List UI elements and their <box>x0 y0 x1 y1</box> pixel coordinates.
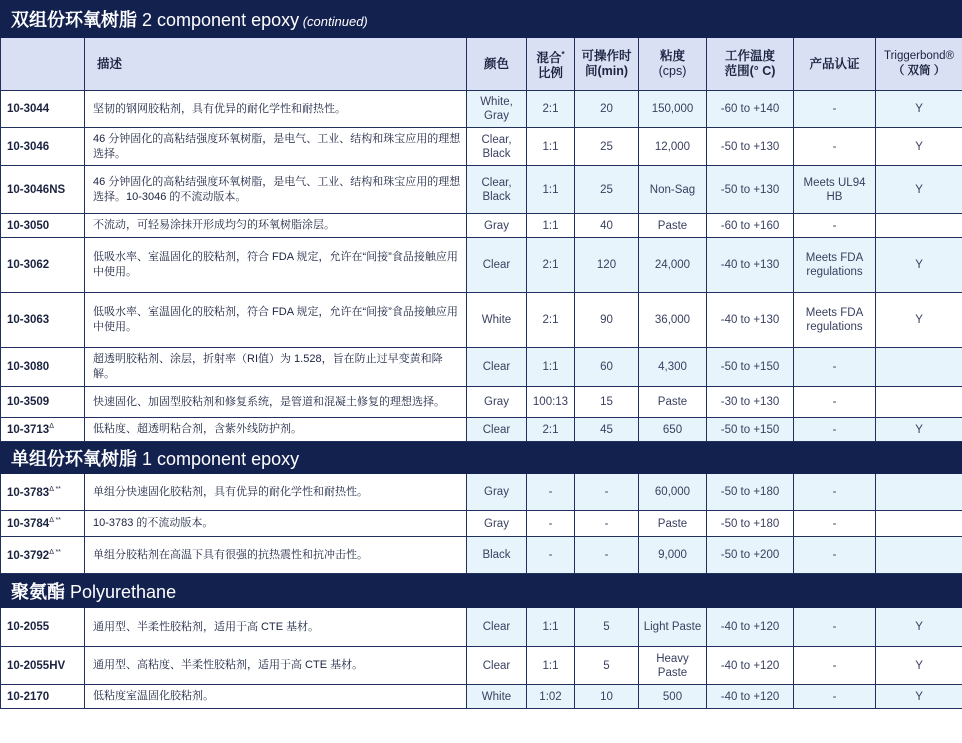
mix-ratio-cell: 1:1 <box>527 214 575 238</box>
work-time-cell: 10 <box>575 685 639 709</box>
header-temp-l2: 范围(° C) <box>724 64 776 78</box>
viscosity-cell: 650 <box>639 418 707 442</box>
color-cell: Clear, Black <box>467 166 527 214</box>
color-cell: Gray <box>467 387 527 418</box>
table-row <box>1 608 962 647</box>
mix-ratio-cell: 1:1 <box>527 128 575 166</box>
mix-ratio-cell: 2:1 <box>527 293 575 348</box>
description-cell: 低粘度、超透明粘合剂，含紫外线防护剂。 <box>85 418 467 442</box>
description-cell: 单组分胶粘剂在高温下具有很强的抗热震性和抗冲击性。 <box>85 537 467 574</box>
section-title-en: 2 component epoxy <box>137 10 300 30</box>
header-temp-l1: 工作温度 <box>724 49 775 63</box>
triggerbond-cell <box>876 537 962 574</box>
certification-cell: Meets FDA regulations <box>794 238 876 293</box>
temperature-range-cell: -30 to +130 <box>707 387 794 418</box>
triggerbond-cell: Y <box>876 418 962 442</box>
section-title-row <box>1 574 962 608</box>
triggerbond-cell: Y <box>876 685 962 709</box>
work-time-cell: 5 <box>575 608 639 647</box>
color-cell: Clear <box>467 608 527 647</box>
table-row <box>1 647 962 685</box>
header-mix-sup: * <box>561 49 565 59</box>
part-number: 10-3080 <box>7 361 50 373</box>
certification-cell: - <box>794 348 876 387</box>
temperature-range-cell: -50 to +180 <box>707 511 794 537</box>
certification-cell: Meets UL94 HB <box>794 166 876 214</box>
part-number: 10-3784 <box>7 517 50 530</box>
table-row <box>1 128 962 166</box>
part-number: 10-3783 <box>7 486 50 499</box>
part-number: 10-3044 <box>7 103 50 115</box>
work-time-cell: 5 <box>575 647 639 685</box>
description-cell: 超透明胶粘剂、涂层，折射率（RI值）为 1.528，旨在防止过早变黄和降解。 <box>85 348 467 387</box>
color-cell: Clear <box>467 647 527 685</box>
temperature-range-cell: -40 to +120 <box>707 608 794 647</box>
description-cell: 单组分快速固化胶粘剂，具有优异的耐化学性和耐热性。 <box>85 474 467 511</box>
part-number-cell <box>1 537 85 574</box>
color-cell: Clear <box>467 348 527 387</box>
triggerbond-cell: Y <box>876 608 962 647</box>
mix-ratio-cell: 2:1 <box>527 418 575 442</box>
viscosity-cell: 24,000 <box>639 238 707 293</box>
description-cell: 通用型、高粘度、半柔性胶粘剂，适用于高 CTE 基材。 <box>85 647 467 685</box>
certification-cell: - <box>794 214 876 238</box>
temperature-range-cell: -40 to +120 <box>707 647 794 685</box>
section-title-zh: 单组份环氧树脂 <box>11 448 137 469</box>
header-trig-l2: （ 双筒 ） <box>892 65 946 77</box>
section-title <box>1 1 962 38</box>
work-time-cell: 40 <box>575 214 639 238</box>
part-number: 10-3046NS <box>7 183 66 196</box>
section-title-row <box>1 442 962 474</box>
temperature-range-cell: -60 to +160 <box>707 214 794 238</box>
section-body-polyurethane <box>1 608 962 709</box>
work-time-cell: 15 <box>575 387 639 418</box>
certification-cell: - <box>794 387 876 418</box>
header-mix-l1: 混合 <box>536 51 562 66</box>
temperature-range-cell: -50 to +200 <box>707 537 794 574</box>
table-row <box>1 511 962 537</box>
viscosity-cell: Heavy Paste <box>639 647 707 685</box>
temperature-range-cell: -60 to +140 <box>707 91 794 128</box>
header-certification: 产品认证 <box>794 38 876 91</box>
certification-cell: - <box>794 608 876 647</box>
triggerbond-cell: Y <box>876 166 962 214</box>
table-row <box>1 474 962 511</box>
viscosity-cell: Paste <box>639 214 707 238</box>
viscosity-cell: Paste <box>639 511 707 537</box>
part-number-cell <box>1 418 85 442</box>
mix-ratio-cell: 100:13 <box>527 387 575 418</box>
color-cell: Clear <box>467 418 527 442</box>
table-row <box>1 293 962 348</box>
mix-ratio-cell: - <box>527 474 575 511</box>
section-title-note: (continued) <box>299 14 368 29</box>
triggerbond-cell <box>876 474 962 511</box>
header-visc-l1: 粘度 <box>659 49 685 63</box>
part-number: 10-2170 <box>7 690 50 703</box>
temperature-range-cell: -40 to +130 <box>707 293 794 348</box>
viscosity-cell: 500 <box>639 685 707 709</box>
section-body-2-component <box>1 91 962 442</box>
description-cell: 快速固化、加固型胶粘剂和修复系统，是管道和混凝土修复的理想选择。 <box>85 387 467 418</box>
part-number-cell <box>1 685 85 709</box>
work-time-cell: 25 <box>575 128 639 166</box>
section-title-zh: 聚氨酯 <box>11 581 65 602</box>
viscosity-cell: 60,000 <box>639 474 707 511</box>
part-number-cell <box>1 511 85 537</box>
part-number: 10-3063 <box>7 314 50 326</box>
header-triggerbond <box>876 38 962 91</box>
table-row <box>1 685 962 709</box>
section-title-row <box>1 1 962 38</box>
triggerbond-cell <box>876 511 962 537</box>
triggerbond-cell <box>876 348 962 387</box>
header-visc-l2: (cps) <box>658 64 687 78</box>
triggerbond-cell: Y <box>876 238 962 293</box>
triggerbond-cell: Y <box>876 91 962 128</box>
color-cell: Gray <box>467 474 527 511</box>
section-title-zh: 双组份环氧树脂 <box>11 10 137 30</box>
color-cell: White <box>467 685 527 709</box>
part-number-mark: Δ <box>49 423 54 431</box>
description-cell: 低粘度室温固化胶粘剂。 <box>85 685 467 709</box>
description-cell: 46 分钟固化的高粘结强度环氧树脂，是电气、工业、结构和珠宝应用的理想选择。10-3046 的不流动版本。 <box>85 166 467 214</box>
part-number-cell <box>1 608 85 647</box>
table-row <box>1 238 962 293</box>
mix-ratio-cell: 2:1 <box>527 238 575 293</box>
header-viscosity <box>639 38 707 91</box>
mix-ratio-cell: 1:1 <box>527 647 575 685</box>
header-work-time <box>575 38 639 91</box>
mix-ratio-cell: 1:1 <box>527 608 575 647</box>
part-number-cell <box>1 348 85 387</box>
viscosity-cell: Non-Sag <box>639 166 707 214</box>
mix-ratio-cell: 1:1 <box>527 348 575 387</box>
work-time-cell: 25 <box>575 166 639 214</box>
viscosity-cell: Paste <box>639 387 707 418</box>
viscosity-cell: 150,000 <box>639 91 707 128</box>
temperature-range-cell: -50 to +150 <box>707 418 794 442</box>
section-title <box>1 574 962 608</box>
part-number-mark: Δ ** <box>49 485 61 493</box>
part-number: 10-3062 <box>7 259 50 271</box>
color-cell: Gray <box>467 214 527 238</box>
work-time-cell: 20 <box>575 91 639 128</box>
triggerbond-cell: Y <box>876 293 962 348</box>
part-number: 10-3046 <box>7 140 50 153</box>
description-cell: 10-3783 的不流动版本。 <box>85 511 467 537</box>
header-color: 颜色 <box>467 38 527 91</box>
temperature-range-cell: -50 to +130 <box>707 166 794 214</box>
table-row <box>1 387 962 418</box>
header-description: 描述 <box>85 38 467 91</box>
section-body-1-component <box>1 474 962 574</box>
section-title <box>1 442 962 474</box>
viscosity-cell: 4,300 <box>639 348 707 387</box>
description-cell: 通用型、半柔性胶粘剂，适用于高 CTE 基材。 <box>85 608 467 647</box>
color-cell: White, Gray <box>467 91 527 128</box>
table-row <box>1 348 962 387</box>
header-trig-l1: Triggerbond® <box>883 50 955 62</box>
section-title-en: 1 component epoxy <box>137 448 300 469</box>
part-number-mark: Δ ** <box>49 517 61 525</box>
part-number: 10-2055 <box>7 621 50 633</box>
description-cell: 46 分钟固化的高粘结强度环氧树脂，是电气、工业、结构和珠宝应用的理想选择。 <box>85 128 467 166</box>
part-number-mark: Δ ** <box>49 548 61 556</box>
certification-cell: Meets FDA regulations <box>794 293 876 348</box>
header-mix-l2: 比例 <box>537 66 563 81</box>
part-number: 10-2055HV <box>7 659 66 672</box>
color-cell: Clear <box>467 238 527 293</box>
part-number-cell <box>1 474 85 511</box>
triggerbond-cell: Y <box>876 128 962 166</box>
temperature-range-cell: -40 to +130 <box>707 238 794 293</box>
mix-ratio-cell: 1:02 <box>527 685 575 709</box>
mix-ratio-cell: - <box>527 537 575 574</box>
certification-cell: - <box>794 685 876 709</box>
work-time-cell: - <box>575 511 639 537</box>
triggerbond-cell: Y <box>876 647 962 685</box>
part-number-cell <box>1 214 85 238</box>
part-number-cell <box>1 128 85 166</box>
work-time-cell: 90 <box>575 293 639 348</box>
mix-ratio-cell: 2:1 <box>527 91 575 128</box>
work-time-cell: 120 <box>575 238 639 293</box>
temperature-range-cell: -50 to +180 <box>707 474 794 511</box>
viscosity-cell: Light Paste <box>639 608 707 647</box>
triggerbond-cell <box>876 214 962 238</box>
viscosity-cell: 12,000 <box>639 128 707 166</box>
header-temperature <box>707 38 794 91</box>
part-number: 10-3050 <box>7 219 50 232</box>
mix-ratio-cell: - <box>527 511 575 537</box>
certification-cell: - <box>794 128 876 166</box>
part-number: 10-3713 <box>7 423 50 436</box>
temperature-range-cell: -40 to +120 <box>707 685 794 709</box>
triggerbond-cell <box>876 387 962 418</box>
part-number-cell <box>1 387 85 418</box>
header-work-l1: 可操作时 <box>581 49 632 63</box>
part-number-cell <box>1 91 85 128</box>
temperature-range-cell: -50 to +150 <box>707 348 794 387</box>
work-time-cell: - <box>575 474 639 511</box>
certification-cell: - <box>794 474 876 511</box>
description-cell: 低吸水率、室温固化的胶粘剂，符合 FDA 规定，允许在“间接”食品接触应用中使用。 <box>85 238 467 293</box>
header-work-l2: 间(min) <box>584 64 629 78</box>
header-part-number <box>1 38 85 91</box>
mix-ratio-cell: 1:1 <box>527 166 575 214</box>
certification-cell: - <box>794 537 876 574</box>
description-cell: 不流动，可轻易涂抹开形成均匀的环氧树脂涂层。 <box>85 214 467 238</box>
viscosity-cell: 36,000 <box>639 293 707 348</box>
part-number-cell <box>1 238 85 293</box>
certification-cell: - <box>794 418 876 442</box>
part-number-cell <box>1 293 85 348</box>
color-cell: Black <box>467 537 527 574</box>
certification-cell: - <box>794 511 876 537</box>
part-number-cell <box>1 166 85 214</box>
work-time-cell: 60 <box>575 348 639 387</box>
work-time-cell: 45 <box>575 418 639 442</box>
table-row <box>1 166 962 214</box>
certification-cell: - <box>794 91 876 128</box>
table-row <box>1 91 962 128</box>
viscosity-cell: 9,000 <box>639 537 707 574</box>
description-cell: 坚韧的钢网胶粘剂，具有优异的耐化学性和耐热性。 <box>85 91 467 128</box>
color-cell: Gray <box>467 511 527 537</box>
table-row <box>1 214 962 238</box>
header-mix-ratio <box>527 38 575 91</box>
column-header-row <box>1 38 962 91</box>
work-time-cell: - <box>575 537 639 574</box>
part-number-cell <box>1 647 85 685</box>
certification-cell: - <box>794 647 876 685</box>
color-cell: Clear, Black <box>467 128 527 166</box>
part-number: 10-3792 <box>7 549 50 562</box>
section-title-en: Polyurethane <box>65 581 177 602</box>
temperature-range-cell: -50 to +130 <box>707 128 794 166</box>
table-row <box>1 418 962 442</box>
color-cell: White <box>467 293 527 348</box>
table-row <box>1 537 962 574</box>
part-number: 10-3509 <box>7 396 50 408</box>
description-cell: 低吸水率、室温固化的胶粘剂，符合 FDA 规定，允许在“间接”食品接触应用中使用。 <box>85 293 467 348</box>
